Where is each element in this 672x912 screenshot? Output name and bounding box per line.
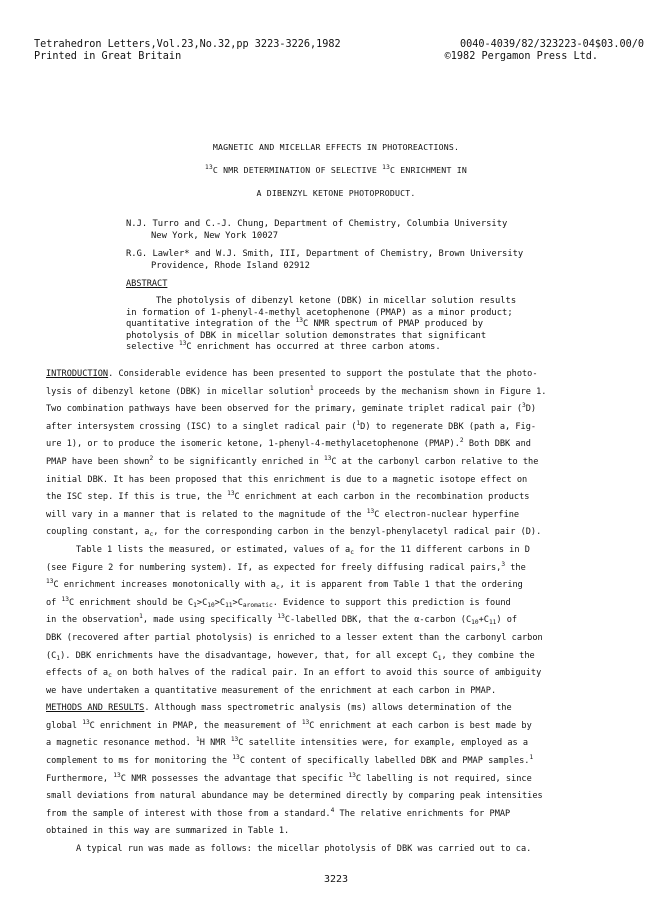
text-line: $^{13}$C enrichment increases monotonically with $a_c$, it is apparent from Table 1 that the ordering [46, 578, 523, 592]
text-line: small deviations from natural abundance may be determined directly by comparing peak intensities [46, 791, 543, 802]
copyright-notice: ©1982 Pergamon Press Ltd. [444, 51, 598, 62]
author-affiliation-2: R.G. Lawler* and W.J. Smith, III, Department of Chemistry, Brown University Providence, Rhode Island 02912 [126, 249, 524, 271]
abstract-text: The photolysis of dibenzyl ketone (DBK) in micellar solution results in formation of 1-phenyl-4-methyl acetophenone (PMAP) as a minor product; quantitative integration of the $^{13}$C NMR spectrum of PMAP produced by photolysis of DBK in micellar solution demonstrates that significant selective $^{13}$C enrichment has occurred at three carbon atoms. [126, 296, 517, 352]
text-line: we have undertaken a quantitative measurement of the enrichment at each carbon in PMAP. [46, 685, 497, 696]
text-line: ure 1), or to produce the isomeric ketone, 1-phenyl-4-methylacetophenone (PMAP).$^2$ Both DBK and [46, 437, 531, 450]
text-line: of $^{13}$C enrichment should be $C_1>C_{10}>C_{11}>C_{aromatic}$. Evidence to support this prediction is found [46, 595, 511, 609]
text-line: $(C_1)$. DBK enrichments have the disadvantage, however, that, for all except $C_1$, they combine the [46, 650, 535, 662]
text-line: A typical run was made as follows: the micellar photolysis of DBK was carried out to ca. [76, 844, 532, 855]
introduction-heading: INTRODUCTION [46, 369, 109, 379]
text-line: a magnetic resonance method. $^1$H NMR $^{13}$C satellite intensities were, for example, employed as a [46, 736, 529, 749]
text-line: Two combination pathways have been observed for the primary, geminate triplet radical pair ($^3$D) [46, 402, 537, 415]
text-line: initial DBK. It has been proposed that this enrichment is due to a magnetic isotope effect on [46, 474, 528, 485]
text-line: in the observation$^1$, made using specifically $^{13}$C-labelled DBK, that the α-carbon $(C_{10}+C_{11})$ of [46, 613, 518, 627]
text-line: PMAP have been shown$^2$ to be significantly enriched in $^{13}$C at the carbonyl carbon relative to the [46, 454, 539, 467]
text-line: global $^{13}$C enrichment in PMAP, the measurement of $^{13}$C enrichment at each carbon is best made by [46, 718, 532, 731]
printed-location: Printed in Great Britain [34, 51, 182, 62]
text-line: from the sample of interest with those from a standard.$^4$ The relative enrichments for PMAP [46, 806, 511, 819]
page-number: 3223 [323, 874, 349, 885]
title-line-1: MAGNETIC AND MICELLAR EFFECTS IN PHOTOREACTIONS. [212, 142, 460, 152]
text-line: DBK (recovered after partial photolysis) is enriched to a lesser extent than the carbonyl carbon [46, 632, 543, 643]
text-line: lysis of dibenzyl ketone (DBK) in micellar solution$^1$ proceeds by the mechanism shown in Figure 1. [46, 384, 547, 397]
title-line-3: A DIBENZYL KETONE PHOTOPRODUCT. [256, 188, 416, 198]
methods-heading: METHODS AND RESULTS [46, 703, 145, 714]
author-affiliation-1: N.J. Turro and C.-J. Chung, Department of Chemistry, Columbia University New York, New York 10027 [126, 219, 508, 241]
article-code: 0040-4039/82/323223-04$03.00/0 [459, 39, 644, 50]
text-line: will vary in a manner that is related to the magnitude of the $^{13}$C electron-nuclear hyperfine [46, 507, 520, 520]
abstract-heading: ABSTRACT [126, 279, 168, 289]
text-line: complement to ms for monitoring the $^{13}$C content of specifically labelled DBK and PMAP samples.$^1$ [46, 754, 534, 767]
title-line-2: $^{13}$C NMR DETERMINATION OF SELECTIVE $^{13}$C ENRICHMENT IN [205, 164, 467, 175]
text-line: Table 1 lists the measured, or estimated, values of $a_c$ for the 11 different carbons in D [76, 544, 530, 556]
journal-citation: Tetrahedron Letters,Vol.23,No.32,pp 3223-3226,1982 [34, 39, 341, 50]
text-line: the ISC step. If this is true, the $^{13}$C enrichment at each carbon in the recombination products [46, 490, 530, 503]
text-line: obtained in this way are summarized in Table 1. [46, 826, 290, 837]
text-line: coupling constant, $a_c$, for the corresponding carbon in the benzyl-phenylacetyl radical pair (D). [46, 527, 542, 539]
text-line: effects of $a_c$ on both halves of the radical pair. In an effort to avoid this source of ambiguity [46, 668, 542, 680]
text-line: after intersystem crossing (ISC) to a singlet radical pair ($^1$D) to regenerate DBK (path a, Fig- [46, 419, 537, 432]
intro-paragraph-start: INTRODUCTION. Considerable evidence has been presented to support the postulate that the photo- [46, 369, 538, 379]
text-line: Furthermore, $^{13}$C NMR possesses the advantage that specific $^{13}$C labelling is not required, since [46, 771, 532, 784]
page-header [34, 39, 644, 63]
body-text [46, 366, 632, 859]
text-line: (see Figure 2 for numbering system). If, as expected for freely diffusing radical pairs,$^3$ the [46, 560, 526, 573]
methods-paragraph-start: METHODS AND RESULTS. Although mass spectrometric analysis (ms) allows determination of the [46, 703, 512, 714]
